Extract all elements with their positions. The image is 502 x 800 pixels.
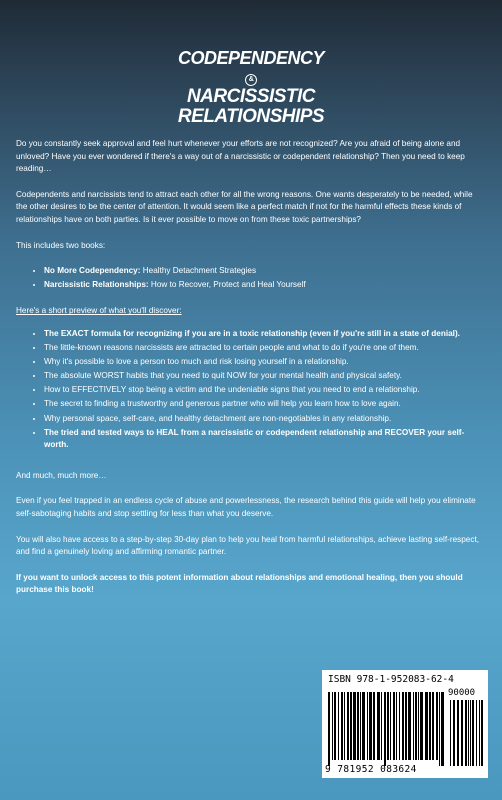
barcode-bar bbox=[390, 692, 391, 760]
list-item: • How to EFFECTIVELY stop being a victim and the undeniable signs that you need to end a relationship. bbox=[44, 384, 486, 397]
barcode-bar bbox=[408, 692, 411, 760]
barcode-bar bbox=[384, 692, 386, 766]
book-title: Narcissistic Relationships: bbox=[44, 279, 149, 289]
barcode-bar bbox=[353, 692, 356, 760]
barcode-bar bbox=[399, 692, 400, 760]
barcode-bar bbox=[357, 692, 359, 760]
intro-paragraph-2: Codependents and narcissists tend to attract each other for all the wrong reasons. One wants desperately to be needed, while the other desires to be the center of attention. It would seem like a perfect match if not for the harmful effects these kinds of relationships have on both parties. Is it ever possible to move on from these toxic partnerships? bbox=[16, 189, 473, 224]
isbn-number: ISBN 978-1-952083-62-4 bbox=[328, 674, 454, 685]
barcode-bar bbox=[362, 692, 365, 760]
list-item: • The little-known reasons narcissists are attracted to certain people and what to do if you're one of them. bbox=[44, 342, 486, 355]
barcode-bar bbox=[429, 692, 431, 760]
barcode-bar bbox=[425, 692, 428, 760]
price-code: 90000 bbox=[448, 688, 476, 698]
preview-heading: Here's a short preview of what you'll discover: bbox=[16, 306, 182, 316]
barcode-addon-bar bbox=[476, 700, 477, 766]
preview-list bbox=[16, 328, 486, 452]
barcode-bar bbox=[418, 692, 419, 760]
barcode-bar bbox=[420, 692, 423, 760]
books-list bbox=[16, 265, 486, 291]
barcode-bar bbox=[387, 692, 389, 760]
barcode-bar bbox=[367, 692, 368, 760]
barcode-bar bbox=[436, 692, 438, 760]
barcode-bar bbox=[393, 692, 395, 760]
barcode-addon-bar bbox=[453, 700, 455, 766]
barcode-bars bbox=[326, 686, 486, 766]
barcode-bar bbox=[344, 692, 345, 760]
barcode-bar bbox=[369, 692, 372, 760]
book-subtitle: Healthy Detachment Strategies bbox=[140, 266, 257, 276]
paragraph-plan: You will also have access to a step-by-step 30-day plan to help you heal from harmful relationships, achieve lasting self-respect, and find a genuinely loving and affirming romantic partner. bbox=[16, 534, 479, 557]
list-item: • The tried and tested ways to HEAL from a narcissistic or codependent relationship and RECOVER your self-worth. bbox=[44, 427, 486, 452]
barcode-bar bbox=[360, 692, 361, 760]
barcode-bar bbox=[350, 692, 352, 760]
intro-paragraph-1: Do you constantly seek approval and feel hurt whenever your efforts are not recognized? Are you afraid of being alone and unloved? Have you ever wondered if there's a way out of a narcissistic or codependent relationship? Then you need to keep reading… bbox=[16, 139, 465, 174]
list-item: • The secret to finding a trustworthy and generous partner who will help you learn how to love again. bbox=[44, 398, 486, 411]
barcode-addon-bar bbox=[465, 700, 467, 766]
list-item bbox=[44, 265, 486, 278]
list-item: • Why it's possible to love a person too much and risk losing yourself in a relationship. bbox=[44, 356, 486, 369]
barcode-bar bbox=[328, 692, 330, 766]
barcode-addon-bar bbox=[481, 700, 483, 766]
title-line-narcissistic: NARCISSISTIC bbox=[186, 86, 316, 107]
barcode-bar bbox=[405, 692, 407, 760]
barcode-bar bbox=[377, 692, 380, 760]
title-connector: & bbox=[245, 74, 257, 86]
isbn-barcode bbox=[322, 670, 488, 778]
list-item: • The absolute WORST habits that you need to quit NOW for your mental health and physical safety. bbox=[44, 370, 486, 383]
barcode-bar bbox=[347, 692, 349, 760]
barcode-addon-bar bbox=[479, 700, 480, 766]
paragraph-trapped: Even if you feel trapped in an endless cycle of abuse and powerlessness, the research behind this guide will help you eliminate self-sabotaging habits and stop settling for less than what you deserve. bbox=[16, 496, 476, 518]
barcode-bar bbox=[338, 692, 339, 760]
barcode-bar bbox=[373, 692, 375, 760]
barcode-bar bbox=[332, 692, 333, 760]
book-subtitle: How to Recover, Protect and Heal Yourself bbox=[148, 279, 306, 289]
much-more: And much, much more… bbox=[16, 470, 107, 480]
title-line-codependency: CODEPENDENCY bbox=[177, 48, 325, 68]
barcode-bar bbox=[334, 692, 336, 760]
list-item bbox=[44, 279, 486, 292]
barcode-bar bbox=[432, 692, 434, 760]
barcode-bar bbox=[381, 692, 382, 760]
closing-call-to-action: If you want to unlock access to this potent information about relationships and emotional healing, then you should purchase this book! bbox=[16, 572, 463, 595]
barcode-addon-bar bbox=[457, 700, 459, 766]
barcode-addon-bar bbox=[461, 700, 463, 766]
book-title: No More Codependency: bbox=[44, 266, 141, 276]
barcode-bar bbox=[341, 692, 343, 760]
blurb-text bbox=[16, 138, 486, 610]
barcode-bar bbox=[441, 692, 444, 766]
barcode-bar bbox=[402, 692, 404, 760]
barcode-addon-bar bbox=[468, 700, 469, 766]
barcode-addon-bar bbox=[470, 700, 471, 766]
barcode-bar bbox=[413, 692, 414, 760]
barcode-bar bbox=[396, 692, 397, 760]
list-item: • The EXACT formula for recognizing if you are in a toxic relationship (even if you're still in a state of denial). bbox=[44, 328, 486, 341]
barcode-addon-bar bbox=[450, 700, 451, 766]
barcode-bar bbox=[415, 692, 417, 760]
barcode-bar bbox=[439, 692, 440, 766]
list-item: • Why personal space, self-care, and healthy detachment are non-negotiables in any relationship. bbox=[44, 413, 486, 426]
barcode-addon-bar bbox=[472, 700, 474, 766]
includes-intro: This includes two books: bbox=[16, 240, 106, 250]
barcode-digits: 9 781952 083624 bbox=[325, 764, 417, 775]
cover-title bbox=[0, 48, 502, 127]
title-line-relationships: RELATIONSHIPS bbox=[177, 106, 325, 127]
